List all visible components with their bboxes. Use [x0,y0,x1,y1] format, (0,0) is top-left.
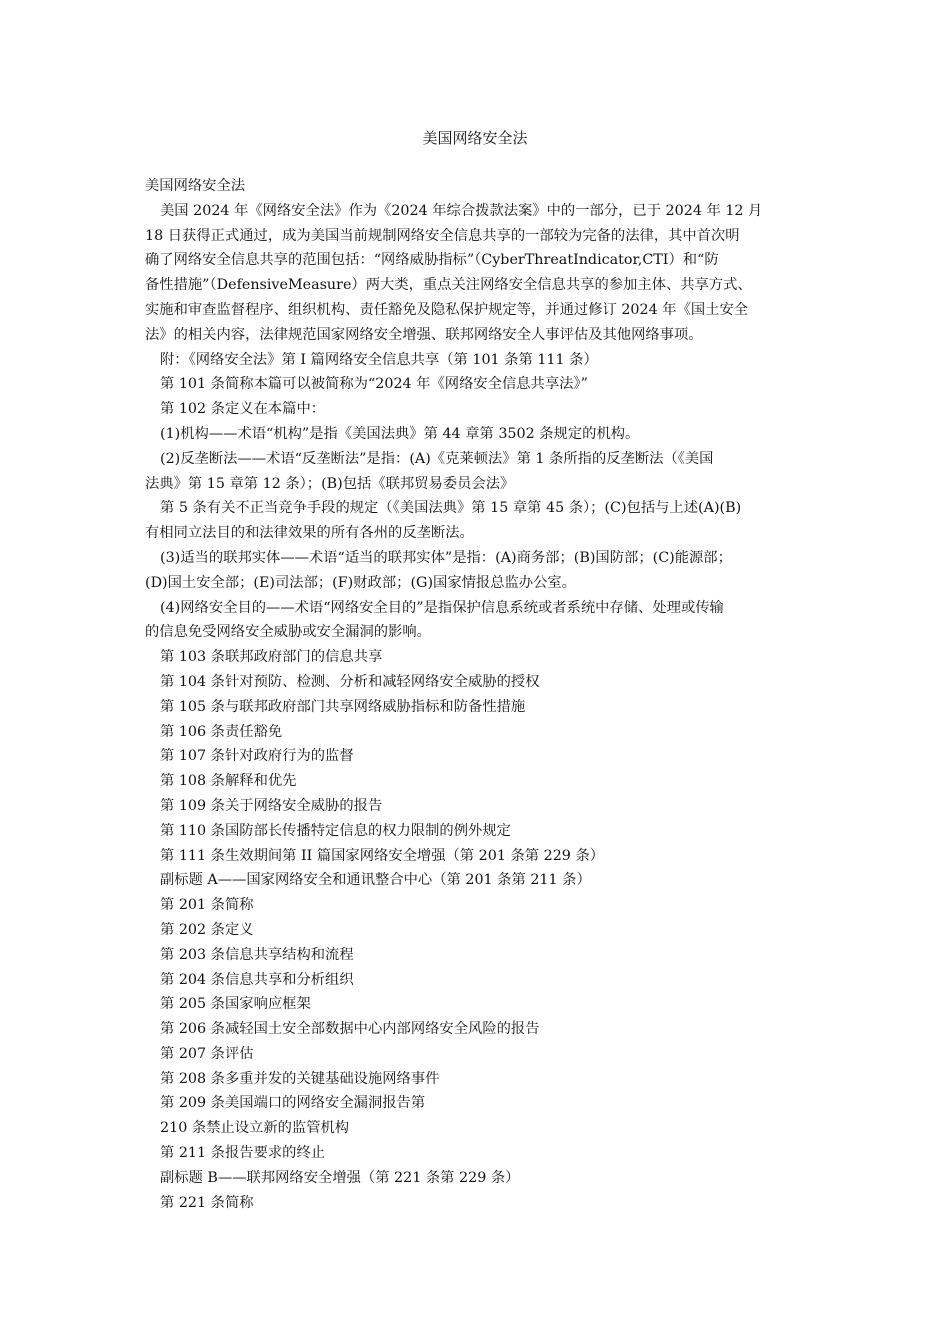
text-line: (1)机构——术语“机构”是指《美国法典》第 44 章第 3502 条规定的机构。 [160,425,640,442]
text-line: 第 102 条定义在本篇中： [160,401,326,418]
text-line: 第 103 条联邦政府部门的信息共享 [160,649,383,666]
text-line: 第 111 条生效期间第 II 篇国家网络安全增强（第 201 条第 229 条） [160,847,605,864]
document-body [145,174,810,1215]
text-line: 第 211 条报告要求的终止 [160,1145,326,1162]
text-line: 第 221 条简称 [160,1194,254,1211]
text-line: 第 203 条信息共享结构和流程 [160,946,354,963]
text-line: 第 201 条简称 [160,897,254,914]
text-line: 第 206 条减轻国土安全部数据中心内部网络安全风险的报告 [160,1021,540,1038]
text-line: (2)反垄断法——术语“反垄断法”是指：(A)《克莱顿法》第 1 条所指的反垄断法（《美国 [160,450,714,467]
text-line: 副标题 B——联邦网络安全增强（第 221 条第 229 条） [160,1169,520,1186]
text-line: 第 109 条关于网络安全威胁的报告 [160,797,383,814]
text-line: 实施和审查监督程序、组织机构、责任豁免及隐私保护规定等，并通过修订 2024 年《国土安全 [145,301,749,318]
text-line: 第 202 条定义 [160,921,254,938]
text-line: 法》的相关内容，法律规范国家网络安全增强、联邦网络安全人事评估及其他网络事项。 [145,326,703,343]
text-line: 第 209 条美国端口的网络安全漏洞报告第 [160,1095,426,1112]
text-line: 法典》第 15 章第 12 条）；(B)包括《联邦贸易委员会法》 [145,475,515,492]
text-line: 附：《网络安全法》第 I 篇网络安全信息共享（第 101 条第 111 条） [160,351,598,368]
text-line: 第 108 条解释和优先 [160,773,297,790]
text-line: 第 5 条有关不正当竞争手段的规定（《美国法典》第 15 章第 45 条）；(C)包括与上述(A)(B) [160,500,742,517]
text-line: 第 205 条国家响应框架 [160,996,311,1013]
text-line: 18 日获得正式通过，成为美国当前规制网络安全信息共享的一部较为完备的法律，其中首次明 [145,227,740,244]
text-line: 第 208 条多重并发的关键基础设施网络事件 [160,1070,440,1087]
text-line: 第 107 条针对政府行为的监督 [160,748,354,765]
document-title: 美国网络安全法 [422,129,528,147]
text-line: 副标题 A——国家网络安全和通讯整合中心（第 201 条第 211 条） [160,872,591,889]
text-line: 210 条禁止设立新的监管机构 [160,1120,350,1137]
text-line: (4)网络安全目的——术语“网络安全目的”是指保护信息系统或者系统中存储、处理或传输 [160,599,724,616]
text-line: 备性措施”（DefensiveMeasure）两大类，重点关注网络安全信息共享的参加主体、共享方式、 [145,277,752,294]
text-line: 美国 2024 年《网络安全法》作为《2024 年综合拨款法案》中的一部分，已于 2024 年 12 月 [160,202,763,219]
text-line: (3)适当的联邦实体——术语“适当的联邦实体”是指：(A)商务部；(B)国防部；(C)能源部； [160,549,732,566]
text-line: 第 101 条简称本篇可以被简称为“2024 年《网络安全信息共享法》” [160,376,588,393]
text-line: (D)国土安全部；(E)司法部；(F)财政部；(G)国家情报总监办公室。 [145,574,576,591]
text-line: 第 104 条针对预防、检测、分析和减轻网络安全威胁的授权 [160,673,540,690]
text-line: 确了网络安全信息共享的范围包括：“网络威胁指标”（CyberThreatIndicator,CTI）和“防 [145,252,719,269]
text-line: 第 204 条信息共享和分析组织 [160,971,354,988]
text-line: 有相同立法目的和法律效果的所有各州的反垄断法。 [145,525,474,542]
text-line: 的信息免受网络安全威胁或安全漏洞的影响。 [145,624,431,641]
text-line: 美国网络安全法 [145,178,246,194]
text-line: 第 110 条国防部长传播特定信息的权力限制的例外规定 [160,822,511,839]
text-line: 第 207 条评估 [160,1045,254,1062]
text-line: 第 105 条与联邦政府部门共享网络威胁指标和防备性措施 [160,698,526,715]
text-line: 第 106 条责任豁免 [160,723,283,740]
